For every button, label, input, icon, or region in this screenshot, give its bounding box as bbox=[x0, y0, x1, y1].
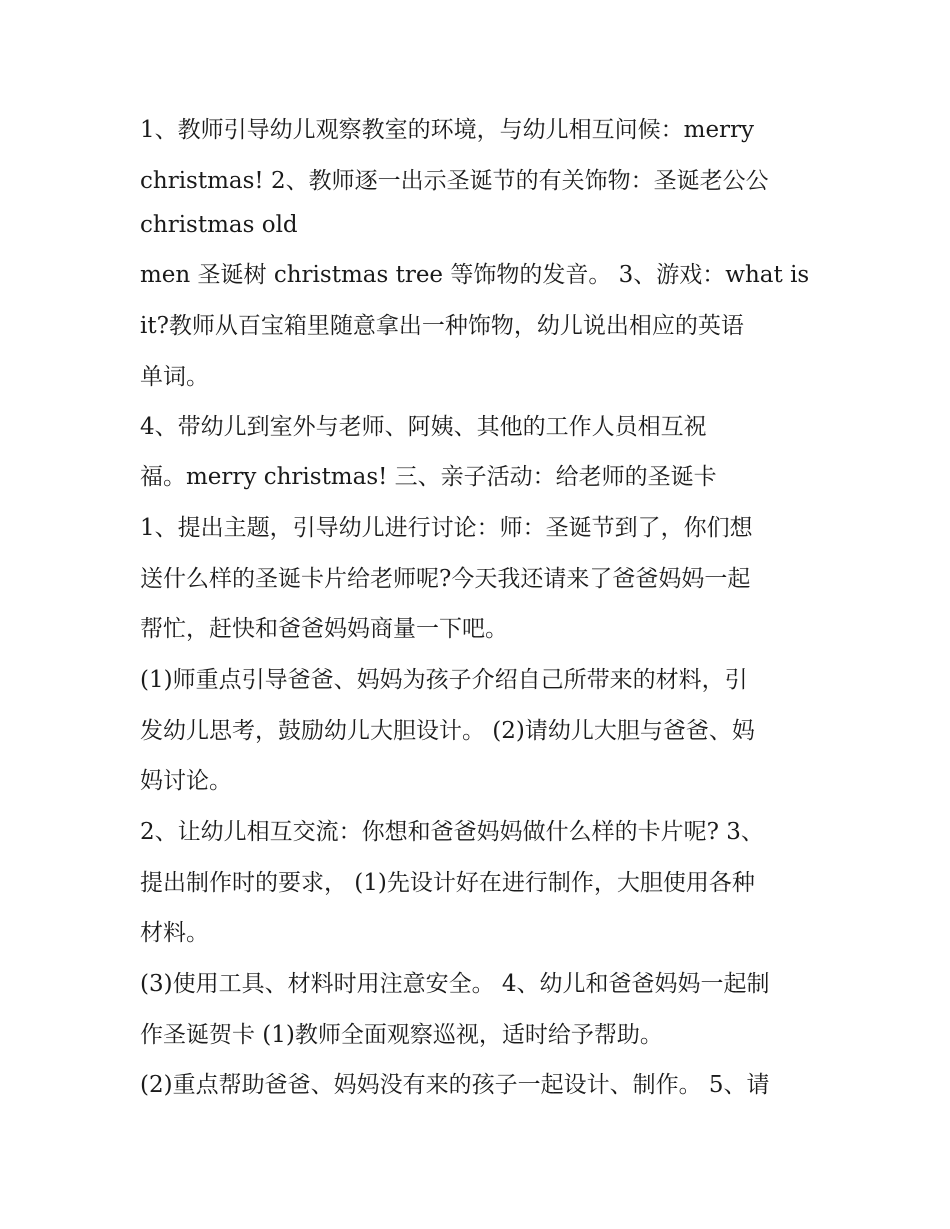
text-line: 作圣诞贺卡 (1)教师全面观察巡视，适时给予帮助。 bbox=[140, 1022, 663, 1048]
text-line: (2)重点帮助爸爸、妈妈没有来的孩子一起设计、制作。 5、请 bbox=[140, 1072, 770, 1098]
text-line: 1、提出主题，引导幼儿进行讨论：师：圣诞节到了，你们想 bbox=[140, 515, 753, 541]
text-line: 提出制作时的要求， (1)先设计好在进行制作，大胆使用各种 bbox=[140, 870, 755, 896]
text-line: 单词。 bbox=[140, 364, 209, 390]
text-line: christmas old bbox=[140, 212, 298, 238]
text-line: 福。merry christmas! 三、亲子活动：给老师的圣诞卡 bbox=[140, 464, 717, 490]
text-line: (1)师重点引导爸爸、妈妈为孩子介绍自己所带来的材料，引 bbox=[140, 667, 748, 693]
text-line: 材料。 bbox=[140, 920, 209, 946]
text-line: 2、让幼儿相互交流：你想和爸爸妈妈做什么样的卡片呢? 3、 bbox=[140, 819, 764, 845]
text-line: it?教师从百宝箱里随意拿出一种饰物，幼儿说出相应的英语 bbox=[140, 313, 744, 339]
text-line: 1、教师引导幼儿观察教室的环境，与幼儿相互问候：merry bbox=[140, 117, 755, 143]
text-line: men 圣诞树 christmas tree 等饰物的发音。 3、游戏：what is bbox=[140, 262, 810, 288]
text-line: 帮忙，赶快和爸爸妈妈商量一下吧。 bbox=[140, 616, 508, 642]
text-line: 妈讨论。 bbox=[140, 768, 232, 794]
text-line: (3)使用工具、材料时用注意安全。 4、幼儿和爸爸妈妈一起制 bbox=[140, 971, 770, 997]
text-line: christmas! 2、教师逐一出示圣诞节的有关饰物：圣诞老公公 bbox=[140, 168, 769, 194]
text-line: 送什么样的圣诞卡片给老师呢?今天我还请来了爸爸妈妈一起 bbox=[140, 566, 751, 592]
text-line: 4、带幼儿到室外与老师、阿姨、其他的工作人员相互祝 bbox=[140, 414, 707, 440]
text-line: 发幼儿思考，鼓励幼儿大胆设计。 (2)请幼儿大胆与爸爸、妈 bbox=[140, 718, 755, 744]
